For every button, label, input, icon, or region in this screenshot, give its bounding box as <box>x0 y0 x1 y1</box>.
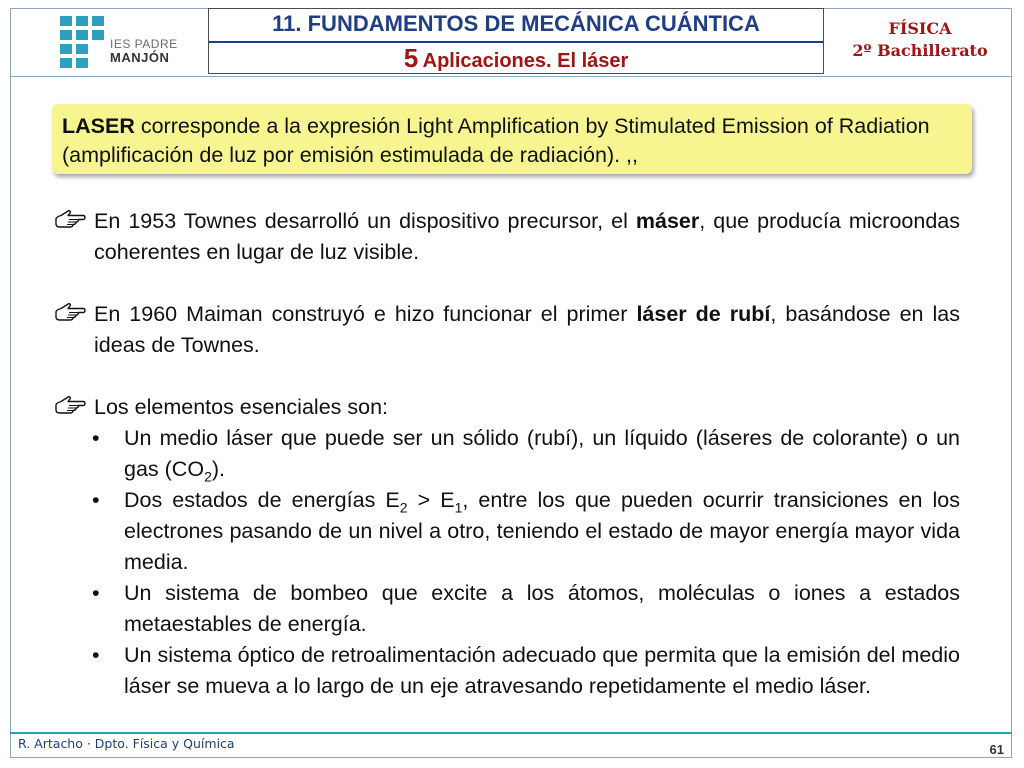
element-medium-sub: 2 <box>204 468 212 485</box>
definition-term: LASER <box>62 114 135 138</box>
unit-title: 11. FUNDAMENTOS DE MECÁNICA CUÁNTICA <box>272 11 760 36</box>
element-energy-states <box>54 485 960 578</box>
slide-content <box>54 206 960 702</box>
element-feedback <box>54 640 960 702</box>
element-medium <box>54 423 960 485</box>
element-medium-post: ). <box>211 457 225 481</box>
bullet-maiman-post: , basándose en las ideas de Townes. <box>94 302 960 357</box>
bullet-maiman-pre: En 1960 Maiman construyó e hizo funcionar el primer <box>94 302 637 326</box>
footer-rule <box>10 732 1012 734</box>
bullet-dot: • <box>92 488 100 512</box>
bullet-elements-text: Los elementos esenciales son: <box>94 395 389 419</box>
section-title-text: Aplicaciones. El láser <box>422 50 629 72</box>
pointing-hand-icon <box>54 208 86 230</box>
bullet-dot: • <box>92 426 100 450</box>
school-logo <box>10 8 208 76</box>
bullet-dot: • <box>92 643 100 667</box>
element-energy-post: , entre los que pueden ocurrir transiciones en los electrones pasando de un nivel a otro, teniendo el estado de mayor energía mayor vida media. <box>124 488 961 574</box>
element-energy-sub2: 1 <box>454 499 463 516</box>
bullet-townes-pre: En 1953 Townes desarrolló un dispositivo precursor, el <box>94 209 636 233</box>
section-title <box>209 43 823 73</box>
definition-text: corresponde a la expresión Light Amplification by Stimulated Emission of Radiation (amplificación de luz por emisión estimulada de radiación). ,, <box>62 114 930 167</box>
section-number: 5 <box>403 43 419 73</box>
header-rule <box>10 76 1012 77</box>
element-pumping-text: Un sistema de bombeo que excite a los átomos, moléculas o iones a estados metaestables de energía. <box>124 581 960 636</box>
slide-header <box>10 8 1012 76</box>
element-feedback-text: Un sistema óptico de retroalimentación adecuado que permita que la emisión del medio láser se mueva a lo largo de un eje atravesando repetidamente el medio láser. <box>124 643 960 698</box>
element-energy-sub1: 2 <box>399 499 408 516</box>
course-name: 2º Bachillerato <box>852 41 988 60</box>
bullet-townes-bold: máser <box>635 209 700 233</box>
bullet-maiman <box>54 299 960 361</box>
title-box <box>208 8 824 74</box>
footer-author: R. Artacho · Dpto. Física y Química <box>18 736 235 751</box>
pointing-hand-icon <box>54 394 86 416</box>
element-medium-pre: Un medio láser que puede ser un sólido (rubí), un líquido (láseres de colorante) o un gas (CO <box>124 426 960 481</box>
bullet-maiman-bold: láser de rubí <box>636 302 771 326</box>
pointing-hand-icon <box>54 301 86 323</box>
logo-line-2: MANJÓN <box>110 50 170 65</box>
page-number: 61 <box>989 742 1004 757</box>
subject-label <box>830 18 1010 62</box>
bullet-elements <box>54 392 960 423</box>
definition-box <box>52 104 972 174</box>
element-pumping <box>54 578 960 640</box>
element-energy-pre: Dos estados de energías E <box>124 488 400 512</box>
subject-name: FÍSICA <box>888 19 952 38</box>
bullet-dot: • <box>92 581 100 605</box>
logo-line-1: IES PADRE <box>110 37 178 51</box>
bullet-townes-post: , que producía microondas coherentes en lugar de luz visible. <box>94 209 960 264</box>
element-energy-mid: > E <box>407 488 455 512</box>
bullet-townes <box>54 206 960 268</box>
